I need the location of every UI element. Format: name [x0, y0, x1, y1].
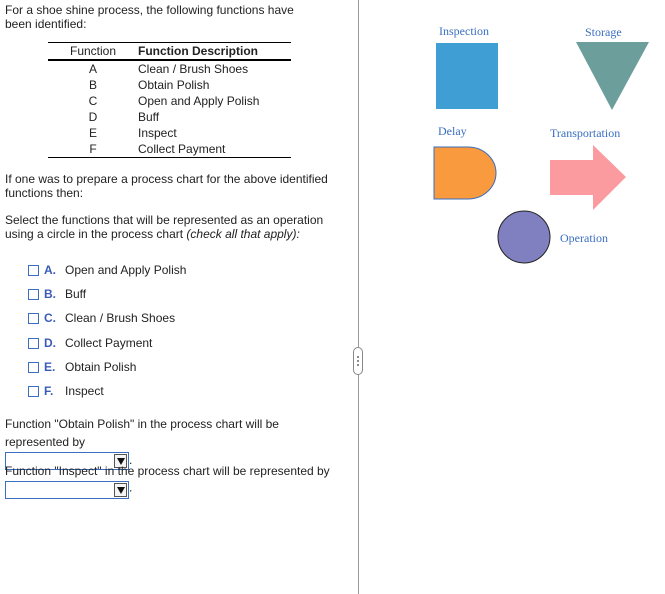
storage-triangle-icon — [576, 42, 649, 110]
function-description: Clean / Brush Shoes — [138, 62, 249, 76]
inspection-square-icon — [436, 43, 498, 109]
question-3-text: Function "Obtain Polish" in the process chart will be represented by — [5, 417, 279, 449]
column-header-function: Function — [48, 43, 138, 61]
option-letter: B. — [44, 287, 56, 301]
delay-label: Delay — [438, 124, 467, 138]
storage-label: Storage — [585, 25, 622, 39]
option-letter: E. — [44, 360, 56, 374]
function-description: Obtain Polish — [138, 78, 210, 92]
question-3-period: . — [129, 453, 133, 467]
function-code: B — [88, 78, 97, 92]
function-description: Buff — [138, 110, 160, 124]
function-code: C — [88, 94, 98, 108]
transportation-label: Transportation — [550, 126, 621, 140]
function-description: Open and Apply Polish — [138, 94, 260, 108]
function-code: F — [48, 141, 138, 158]
question-4-period: . — [129, 480, 133, 495]
function-code: D — [88, 110, 98, 124]
operation-label: Operation — [560, 231, 608, 245]
inspection-label: Inspection — [439, 24, 489, 38]
function-description: Collect Payment — [138, 141, 291, 158]
option-letter: C. — [44, 311, 56, 325]
option-letter: F. — [44, 384, 54, 398]
option-label: Open and Apply Polish — [65, 263, 187, 277]
delay-d-shape-icon — [434, 147, 496, 199]
transportation-arrow-icon — [550, 145, 626, 210]
option-label: Inspect — [65, 384, 104, 398]
intro-text: For a shoe shine process, the following functions have been identified: — [5, 3, 294, 31]
option-label: Obtain Polish — [65, 360, 137, 374]
function-code: A — [88, 62, 97, 76]
question-2-prompt: Select the functions that will be represented as an operation using a circle in the process chart — [5, 213, 324, 241]
option-label: Clean / Brush Shoes — [65, 311, 176, 325]
option-label: Buff — [65, 287, 87, 301]
question-2-hint: (check all that apply): — [186, 227, 300, 241]
option-label: Collect Payment — [65, 336, 153, 350]
operation-circle-icon — [498, 211, 550, 263]
question-1-text: If one was to prepare a process chart for the above identified functions then: — [5, 172, 328, 200]
column-header-description: Function Description — [138, 43, 291, 61]
question-4-text: Function "Inspect" in the process chart will be represented by — [5, 464, 330, 478]
option-letter: A. — [44, 263, 56, 277]
function-code: E — [88, 126, 97, 140]
function-description: Inspect — [138, 126, 177, 140]
option-letter: D. — [44, 336, 56, 350]
